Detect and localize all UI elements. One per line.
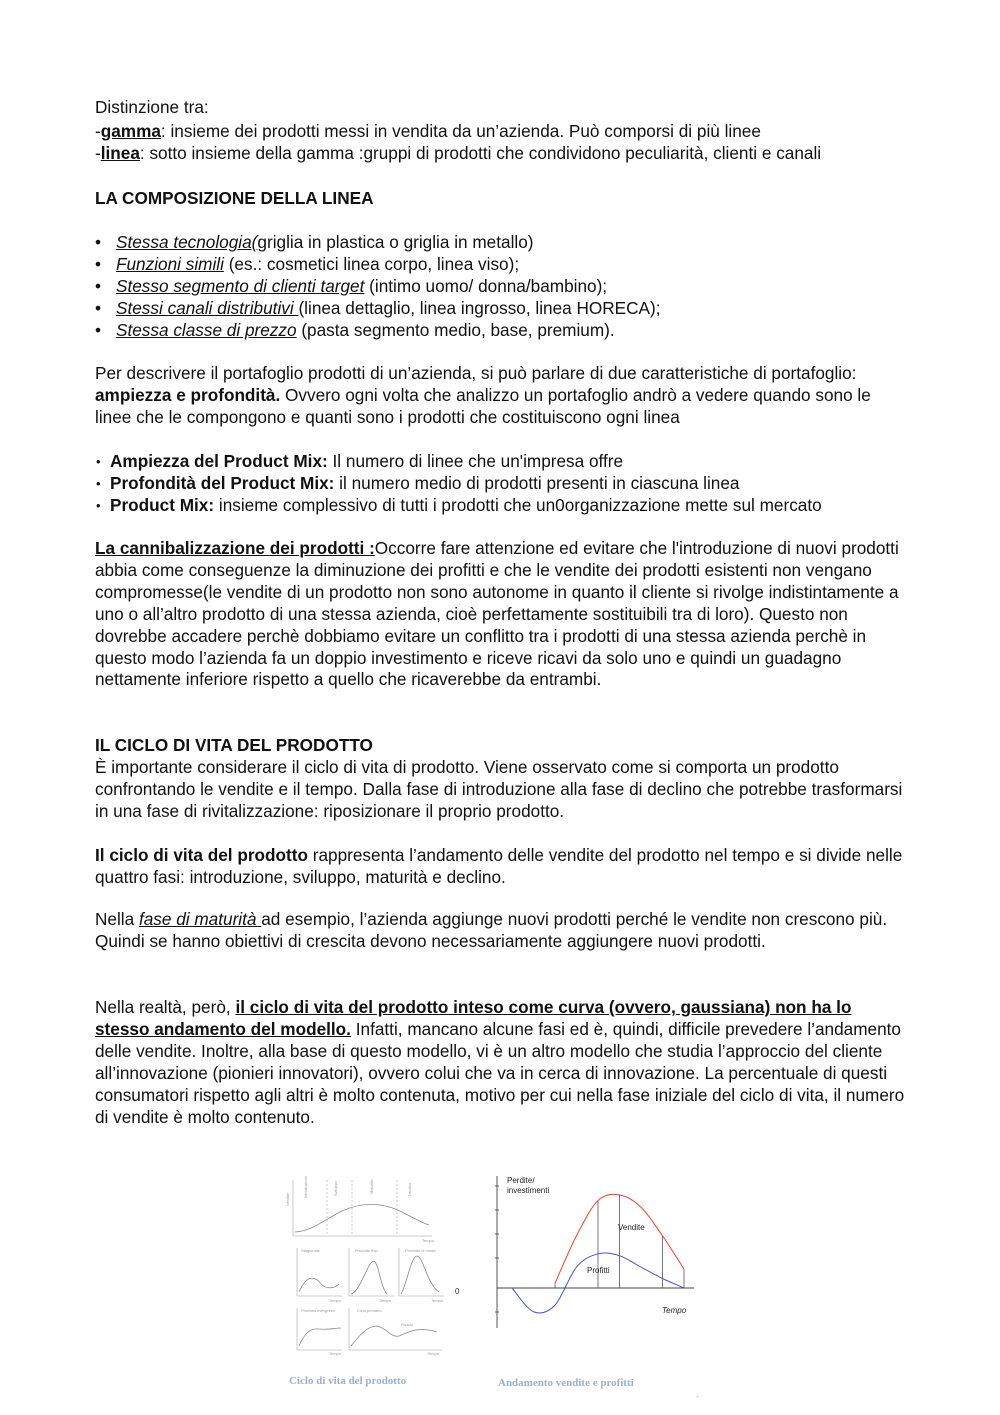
cycle-definition-paragraph: Il ciclo di vita del prodotto rappresenta l’andamento delle vendite del prodotto nel tempo e si divide nelle quattro fasi: introduzione, sviluppo, maturità e declino. bbox=[95, 845, 903, 887]
product-mix-block bbox=[95, 451, 910, 517]
linea-definition: -linea: sotto insieme della gamma :gruppi di prodotti che condividono peculiarità, clienti e canali bbox=[95, 142, 822, 163]
lifecycle-block bbox=[95, 735, 910, 823]
cannibalization-title: La cannibalizzazione dei prodotti : bbox=[95, 538, 375, 558]
figure2-caption: Andamento vendite e profitti bbox=[498, 1377, 634, 1389]
list-item: • Stessi canali distributivi (linea dettaglio, linea ingrosso, linea HORECA); bbox=[95, 297, 661, 318]
figure1-stray-mark: 0 bbox=[455, 1287, 460, 1296]
figure1-caption: Ciclo di vita del prodotto bbox=[289, 1375, 407, 1387]
composition-block bbox=[95, 188, 910, 341]
svg-text:Riciclo: Riciclo bbox=[401, 1322, 413, 1327]
sales-profit-chart bbox=[494, 1172, 700, 1332]
lifecycle-text: È importante considerare il ciclo di vita di prodotto. Viene osservato come si comporta un prodotto confrontando le vendite e il tempo. Dalla fase di introduzione alla fase di declino che potrebbe trasformarsi in una fase di rivitalizzazione: riposizionare il proprio prodotto. bbox=[95, 756, 903, 821]
portfolio-paragraph: Per descrivere il portafoglio prodotti di un’azienda, si può parlare di due caratteristiche di portafoglio: ampiezza e profondità. Ovvero ogni volta che analizzo un portafoglio andrò a vedere quando sono le linee che le compongono e quanti sono i prodotti che costituiscono ogni linea bbox=[95, 363, 871, 427]
reality-paragraph: Nella realtà, però, il ciclo di vita del prodotto inteso come curva (ovvero, gaussiana) non ha lo stesso andamento del modello. Infatti, mancano alcune fasi ed è, quindi, difficile prevedere l’andamento delle vendite. Inoltre, alla base di questo modello, vi è un altro modello che studia l’approccio del cliente all’innovazione (pionieri innovatori), ovvero colui che va in cerca di innovazione. La percentuale di questi consumatori rispetto agli altri è molto contenuta, motivo per cui nella fase iniziale del ciclo di vita, il numero di vendite è molto contenuto. bbox=[95, 997, 905, 1127]
svg-text:Tempo: Tempo bbox=[431, 1298, 444, 1303]
profitti-series-label: Profitti bbox=[587, 1266, 610, 1275]
svg-text:Vendite: Vendite bbox=[285, 1192, 290, 1206]
footer-dot: . bbox=[696, 1389, 699, 1399]
svg-text:Sviluppo: Sviluppo bbox=[333, 1180, 338, 1196]
svg-text:Tempo: Tempo bbox=[379, 1298, 392, 1303]
svg-text:Maturità: Maturità bbox=[369, 1179, 374, 1194]
list-item: • Stessa tecnologia(griglia in plastica o griglia in metallo) bbox=[95, 231, 534, 252]
x-axis-label: Tempo bbox=[662, 1306, 687, 1315]
list-item: • Ampiezza del Product Mix: Il numero di linee che un'impresa offre bbox=[96, 451, 624, 471]
svg-text:Stagionale: Stagionale bbox=[301, 1248, 320, 1253]
list-item: • Stessa classe di prezzo (pasta segmento medio, base, premium). bbox=[95, 319, 615, 340]
svg-text:Prodotto di moda: Prodotto di moda bbox=[405, 1248, 436, 1253]
maturity-paragraph: Nella fase di maturità ad esempio, l’azienda aggiunge nuovi prodotti perché le vendite non crescono più. Quindi se hanno obiettivi di crescita devono necessariamente aggiungere nuovi prodotti. bbox=[95, 909, 888, 951]
list-item: • Profondità del Product Mix: il numero medio di prodotti presenti in ciascuna linea bbox=[96, 472, 740, 493]
svg-text:Tempo: Tempo bbox=[427, 1351, 440, 1356]
product-mix-list bbox=[95, 451, 910, 517]
vendite-series-label: Vendite bbox=[618, 1223, 645, 1232]
svg-text:Tempo: Tempo bbox=[329, 1351, 342, 1356]
gamma-term: gamma bbox=[100, 120, 161, 141]
svg-text:Ciclo primario: Ciclo primario bbox=[357, 1308, 382, 1313]
svg-text:Tempo: Tempo bbox=[329, 1298, 342, 1303]
y-axis-label-line1: Perdite/ bbox=[507, 1176, 535, 1185]
chart-phase-lines bbox=[555, 1195, 684, 1288]
y-axis-label-line2: investimenti bbox=[507, 1186, 550, 1195]
intro-block bbox=[95, 97, 910, 165]
lifecycle-figure bbox=[287, 1176, 465, 1356]
list-item: • Funzioni simili (es.: cosmetici linea corpo, linea viso); bbox=[95, 253, 520, 274]
lifecycle-title: IL CICLO DI VITA DEL PRODOTTO bbox=[95, 735, 373, 755]
linea-term: linea bbox=[100, 142, 140, 163]
svg-text:Prodotto flop: Prodotto flop bbox=[355, 1248, 378, 1253]
svg-text:Prodotto evergreen: Prodotto evergreen bbox=[301, 1308, 336, 1313]
svg-text:Introduzione: Introduzione bbox=[303, 1175, 308, 1198]
list-item: • Stesso segmento di clienti target (intimo uomo/ donna/bambino); bbox=[95, 275, 608, 296]
composition-list bbox=[95, 232, 910, 342]
gamma-definition: -gamma: insieme dei prodotti messi in vendita da un’azienda. Può comporsi di più linee bbox=[95, 120, 761, 141]
cannibalization-paragraph: La cannibalizzazione dei prodotti :Occorre fare attenzione ed evitare che l'introduzione di nuovi prodotti abbia come conseguenze la diminuzione dei profitti e che le vendite dei prodotti esistenti non vengano compromesse(le vendite di un prodotto non sono autonome in quanto il cliente si rivolge indistintamente a uno o all’altro prodotto di una stessa azienda, cioè perfettamente sostituibili tra di loro). Questo non dovrebbe accadere perchè dobbiamo evitare un conflitto tra i prodotti di una stessa azienda perchè in questo modo l’azienda fa un doppio investimento e riceve ricavi da solo uno e quindi un guadagno nettamente inferiore rispetto a quello che ricaverebbe da entrambi. bbox=[95, 538, 899, 690]
svg-text:Tempo: Tempo bbox=[422, 1238, 435, 1243]
composition-title: LA COMPOSIZIONE DELLA LINEA bbox=[95, 188, 374, 208]
list-item: • Product Mix: insieme complessivo di tutti i prodotti che un0organizzazione mette sul mercato bbox=[96, 494, 822, 515]
svg-text:Declino: Declino bbox=[407, 1182, 412, 1196]
intro-heading: Distinzione tra: bbox=[95, 97, 209, 117]
